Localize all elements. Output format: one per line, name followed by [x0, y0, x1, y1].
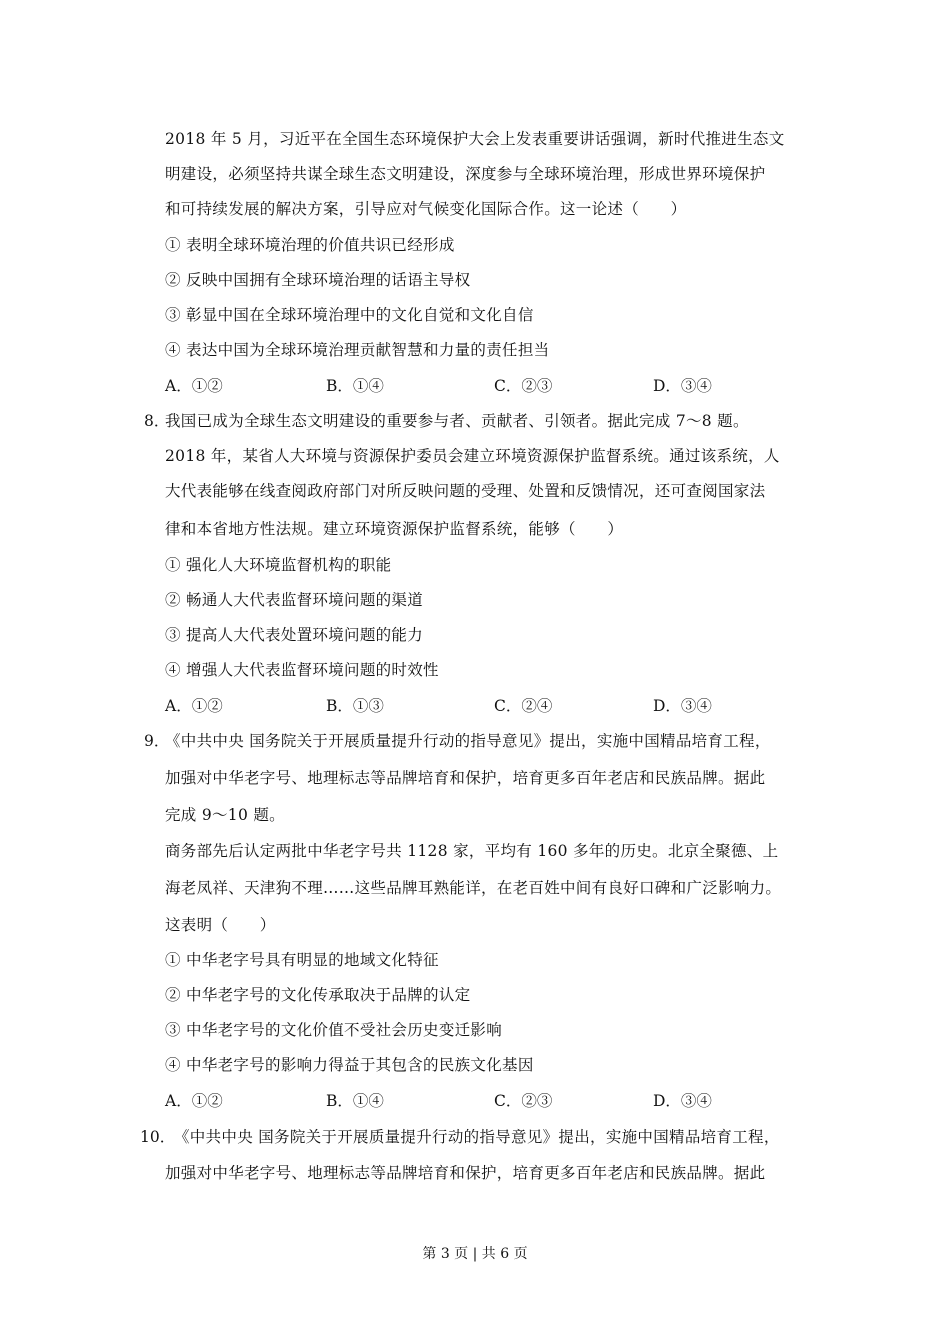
- q9-number: 9．: [144, 732, 170, 750]
- q9-stem-line-3: 完成 9～10 题。: [165, 806, 285, 824]
- q9-choice-a: A．①②: [165, 1092, 223, 1110]
- q7-stem-line-2: 明建设，必须坚持共谋全球生态文明建设，深度参与全球环境治理，形成世界环境保护: [165, 165, 766, 183]
- q8-stem-line-4: 律和本省地方性法规。建立环境资源保护监督系统，能够（ ）: [165, 520, 624, 538]
- q7-choice-a: A．①②: [165, 377, 223, 395]
- q8-option-4: ④ 增强人大代表监督环境问题的时效性: [165, 661, 439, 679]
- q8-stem-line-1: 我国已成为全球生态文明建设的重要参与者、贡献者、引领者。据此完成 7～8 题。: [165, 412, 749, 430]
- q7-option-4: ④ 表达中国为全球环境治理贡献智慧和力量的责任担当: [165, 341, 550, 359]
- q8-stem-line-3: 大代表能够在线查阅政府部门对所反映问题的受理、处置和反馈情况，还可查阅国家法: [165, 482, 766, 500]
- q9-choice-d: D．③④: [653, 1092, 712, 1110]
- q9-choice-b: B．①④: [326, 1092, 384, 1110]
- q9-stem-line-6: 这表明（ ）: [165, 916, 276, 934]
- q9-stem-line-4: 商务部先后认定两批中华老字号共 1128 家，平均有 160 多年的历史。北京全聚德、上: [165, 842, 779, 860]
- q7-option-3: ③ 彰显中国在全球环境治理中的文化自觉和文化自信: [165, 306, 534, 324]
- q8-option-2: ② 畅通人大代表监督环境问题的渠道: [165, 591, 424, 609]
- q9-option-1: ① 中华老字号具有明显的地域文化特征: [165, 951, 439, 969]
- q9-option-2: ② 中华老字号的文化传承取决于品牌的认定: [165, 986, 471, 1004]
- q9-stem-line-1: 《中共中央 国务院关于开展质量提升行动的指导意见》提出，实施中国精品培育工程，: [165, 732, 771, 750]
- q8-choice-b: B．①③: [326, 697, 384, 715]
- q8-option-1: ① 强化人大环境监督机构的职能: [165, 556, 392, 574]
- q7-choice-b: B．①④: [326, 377, 384, 395]
- q9-option-3: ③ 中华老字号的文化价值不受社会历史变迁影响: [165, 1021, 503, 1039]
- q7-choice-c: C．②③: [494, 377, 553, 395]
- q9-stem-line-5: 海老凤祥、天津狗不理……这些品牌耳熟能详，在老百姓中间有良好口碑和广泛影响力。: [165, 879, 782, 897]
- q9-option-4: ④ 中华老字号的影响力得益于其包含的民族文化基因: [165, 1056, 534, 1074]
- q7-choice-d: D．③④: [653, 377, 712, 395]
- q7-stem-line-1: 2018 年 5 月，习近平在全国生态环境保护大会上发表重要讲话强调，新时代推进生态文: [165, 130, 785, 148]
- q8-choice-a: A．①②: [165, 697, 223, 715]
- q8-stem-line-2: 2018 年，某省人大环境与资源保护委员会建立环境资源保护监督系统。通过该系统，人: [165, 447, 780, 465]
- q8-choice-c: C．②④: [494, 697, 553, 715]
- q10-stem-line-1: 《中共中央 国务院关于开展质量提升行动的指导意见》提出，实施中国精品培育工程，: [174, 1128, 780, 1146]
- q8-option-3: ③ 提高人大代表处置环境问题的能力: [165, 626, 424, 644]
- page-footer: 第 3 页 | 共 6 页: [422, 1246, 528, 1262]
- q7-option-2: ② 反映中国拥有全球环境治理的话语主导权: [165, 271, 471, 289]
- q8-choice-d: D．③④: [653, 697, 712, 715]
- q9-stem-line-2: 加强对中华老字号、地理标志等品牌培育和保护，培育更多百年老店和民族品牌。据此: [165, 769, 766, 787]
- q7-stem-line-3: 和可持续发展的解决方案，引导应对气候变化国际合作。这一论述（ ）: [165, 200, 687, 218]
- q9-choice-c: C．②③: [494, 1092, 553, 1110]
- q10-stem-line-2: 加强对中华老字号、地理标志等品牌培育和保护，培育更多百年老店和民族品牌。据此: [165, 1164, 766, 1182]
- q7-option-1: ① 表明全球环境治理的价值共识已经形成: [165, 236, 455, 254]
- q10-number: 10．: [140, 1128, 176, 1146]
- q8-number: 8．: [144, 412, 170, 430]
